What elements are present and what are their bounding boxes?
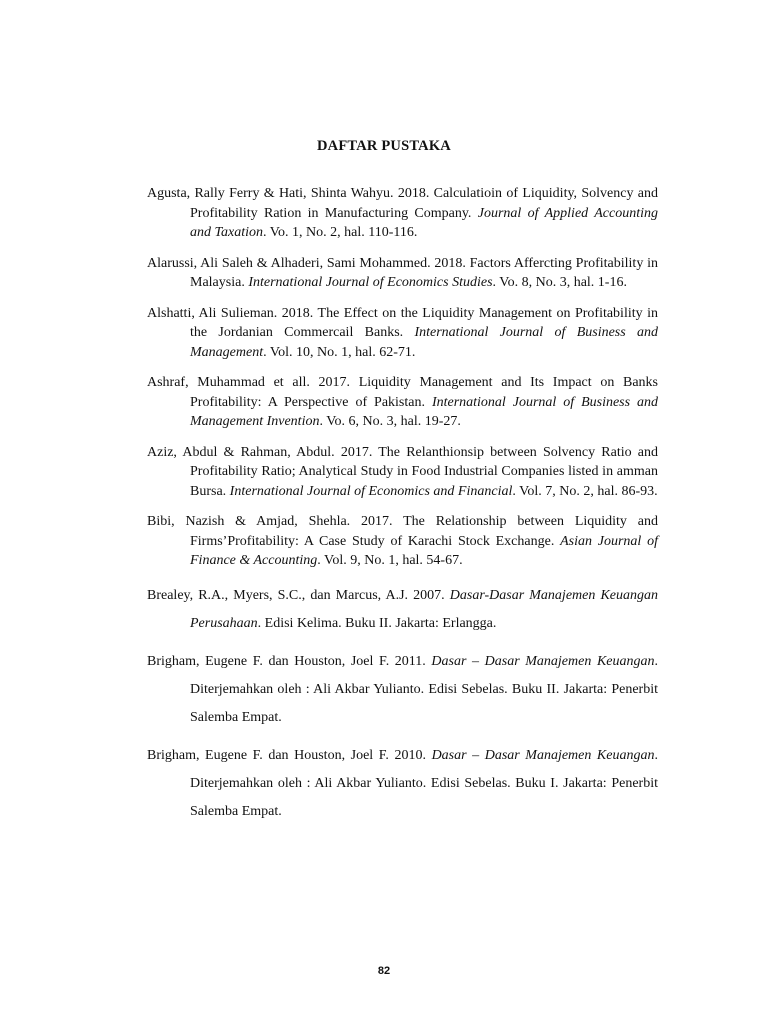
reference-source: Dasar – Dasar Manajemen Keuangan [431,653,655,669]
reference-details: . Vo. 8, No. 3, hal. 1-16. [492,275,627,290]
reference-entry [147,373,658,432]
reference-text: Ashraf, Muhammad et all. 2017. Liquidity Management and Its Impact on Banks Profitability: A Perspective of Pakistan. [147,375,658,410]
reference-text: Aziz, Abdul & Rahman, Abdul. 2017. The Relanthionsip between Solvency Ratio and Profitability Ratio; Analytical Study in Food Industrial Companies listed in amman Bursa. [147,444,658,499]
reference-entry [147,304,658,363]
reference-text: Brealey, R.A., Myers, S.C., dan Marcus, A.J. 2007. [147,587,450,603]
reference-text: Alshatti, Ali Sulieman. 2018. The Effect on the Liquidity Management on Profitability in the Jordanian Commercail Banks. [147,305,658,340]
reference-source: International Journal of Business and Management Invention [190,394,658,429]
reference-source: Dasar – Dasar Manajemen Keuangan [431,747,655,763]
reference-source: International Journal of Business and Management [190,325,658,360]
reference-entry [147,582,658,638]
reference-text: Alarussi, Ali Saleh & Alhaderi, Sami Mohammed. 2018. Factors Affercting Profitability in Malaysia. [147,255,658,290]
reference-details: . Vol. 7, No. 2, hal. 86-93. [512,483,658,499]
reference-details: . Diterjemahkan oleh : Ali Akbar Yulianto. Edisi Sebelas. Buku II. Jakarta: Penerbit Salemba Empat. [190,653,659,725]
reference-list [147,184,658,836]
page-title: DAFTAR PUSTAKA [317,138,451,154]
reference-source: Journal of Applied Accounting and Taxation [190,205,658,240]
page-number: 82 [377,965,391,977]
reference-text: Brigham, Eugene F. dan Houston, Joel F. 2010. [147,747,432,763]
reference-details: . Vol. 9, No. 1, hal. 54-67. [317,553,463,568]
reference-source: Asian Journal of Finance & Accounting [190,533,658,568]
reference-source: International Journal of Economics and Financial [229,483,513,499]
reference-details: . Edisi Kelima. Buku II. Jakarta: Erlangga. [257,615,497,631]
reference-entry [147,742,658,826]
reference-text: Agusta, Rally Ferry & Hati, Shinta Wahyu. 2018. Calculatioin of Liquidity, Solvency and Profitability Ration in Manufacturing Company. [147,186,658,221]
reference-source: International Journal of Economics Studies [248,275,493,290]
reference-entry [147,254,658,293]
reference-details: . Diterjemahkan oleh : Ali Akbar Yulianto. Edisi Sebelas. Buku I. Jakarta: Penerbit Salemba Empat. [190,747,658,819]
reference-entry [147,648,658,732]
reference-entry [147,443,658,502]
reference-details: . Vol. 10, No. 1, hal. 62-71. [263,344,416,360]
reference-entry [147,184,658,243]
reference-details: . Vo. 6, No. 3, hal. 19-27. [319,414,461,429]
reference-text: Bibi, Nazish & Amjad, Shehla. 2017. The Relationship between Liquidity and Firms’Profitability: A Case Study of Karachi Stock Exchange. [147,514,658,549]
reference-source: Dasar-Dasar Manajemen Keuangan Perusahaan [190,587,659,631]
reference-details: . Vo. 1, No. 2, hal. 110-116. [263,225,418,240]
reference-text: Brigham, Eugene F. dan Houston, Joel F. 2011. [147,653,432,669]
reference-entry [147,512,658,571]
